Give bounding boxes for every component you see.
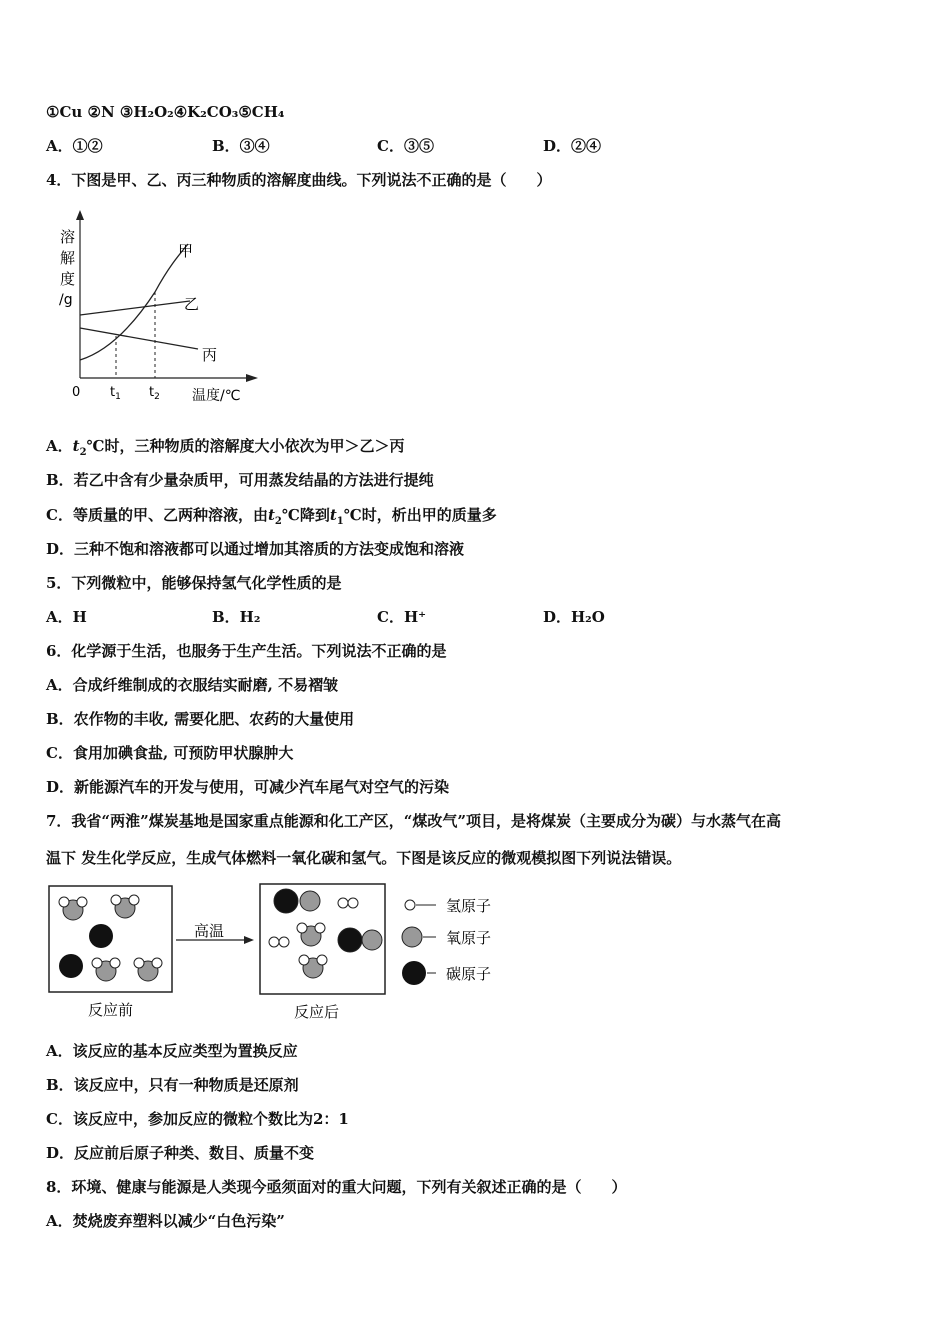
q5-stem: 5．下列微粒中，能够保持氢气化学性质的是 [46,574,342,592]
reaction-micro-diagram [44,878,514,1028]
curve-bing [80,328,198,349]
q6-stem: 6．化学源于生活，也服务于生产生活。下列说法不正确的是 [46,642,447,660]
q3-option-c[interactable]: C．③⑤ [377,137,434,155]
q7-option-b[interactable]: B．该反应中，只有一种物质是还原剂 [46,1076,299,1094]
q7-stem-line2: 温下 发生化学反应，生成气体燃料一氧化碳和氢气。下图是该反应的微观模拟图下列说法错误。 [46,849,682,867]
condition-label: 高温 [194,922,225,940]
reaction-arrowhead [244,936,254,944]
carbon-atom [89,924,113,948]
q8-option-a[interactable]: A．焚烧废弃塑料以减少“白色污染” [46,1212,285,1230]
q4-opt-c-t2-sub: 2 [274,516,282,527]
x-axis-arrow [246,374,258,382]
y-axis-arrow [76,210,84,220]
q4-option-c[interactable] [46,505,497,532]
water-molecule [299,955,327,978]
q3-choices-line: ①Cu ②N ③H₂O₂④K₂CO₃⑤CH₄ [46,103,285,121]
q6-option-a[interactable]: A．合成纤维制成的衣服结实耐磨, 不易褶皱 [46,676,339,694]
h2-molecule [338,898,358,908]
q4-opt-c-t1: t [329,506,337,524]
q5-option-c[interactable]: C．H⁺ [377,608,427,626]
label-jia: 甲 [178,242,194,260]
hydrogen-legend-icon [405,900,415,910]
y-label-1: 溶 [60,228,76,246]
label-yi: 乙 [184,295,200,313]
q4-option-d[interactable]: D．三种不饱和溶液都可以通过增加其溶质的方法变成饱和溶液 [46,540,465,558]
curve-jia [80,244,188,360]
q6-option-b[interactable]: B．农作物的丰收, 需要化肥、农药的大量使用 [46,710,355,728]
x-axis-label: 温度/℃ [192,388,241,404]
q8-stem: 8．环境、健康与能源是人类现今亟须面对的重大问题，下列有关叙述正确的是（ ） [46,1178,627,1196]
curve-yi [80,301,190,315]
q5-option-a[interactable]: A．H [46,608,87,626]
after-label: 反应后 [294,1003,340,1021]
q3-option-b[interactable]: B．③④ [212,137,270,155]
q4-opt-c-part1: C．等质量的甲、乙两种溶液，由 [46,506,268,524]
legend-hydrogen: 氢原子 [446,897,492,915]
q5-option-d[interactable]: D．H₂O [543,608,605,626]
q4-opt-c-t1-sub: 1 [336,516,344,527]
co-molecule [274,889,320,913]
solubility-curve-graph [50,208,270,408]
legend-oxygen: 氧原子 [446,929,492,947]
q3-option-d[interactable]: D．②④ [543,137,602,155]
legend-carbon: 碳原子 [446,965,492,983]
q4-opt-a-t: t [72,437,80,455]
q7-option-d[interactable]: D．反应前后原子种类、数目、质量不变 [46,1144,315,1162]
q6-option-c[interactable]: C．食用加碘食盐, 可预防甲状腺肿大 [46,744,294,762]
q3-option-a[interactable]: A．①② [46,137,103,155]
q4-opt-c-part3: ℃时，析出甲的质量多 [343,506,497,524]
co-molecule [338,928,382,952]
before-label: 反应前 [88,1001,134,1019]
water-molecule [134,958,162,981]
oxygen-legend-icon [402,927,422,947]
q4-option-b[interactable]: B．若乙中含有少量杂质甲，可用蒸发结晶的方法进行提纯 [46,471,434,489]
y-label-3: 度 [60,270,76,288]
water-molecule [297,923,325,946]
q6-option-d[interactable]: D．新能源汽车的开发与使用，可减少汽车尾气对空气的污染 [46,778,450,796]
origin-label: 0 [72,385,81,400]
q4-option-a[interactable] [46,436,405,463]
q5-option-b[interactable]: B．H₂ [212,608,261,626]
q4-opt-a-rest: ℃时，三种物质的溶解度大小依次为甲＞乙＞丙 [86,437,405,455]
q7-stem-line1: 7．我省“两淮”煤炭基地是国家重点能源和化工产区，“煤改气”项目，是将煤炭（主要成分为碳）与水蒸气在高 [46,812,781,830]
y-label-2: 解 [60,249,76,267]
q3-options [46,136,726,156]
label-bing: 丙 [202,346,218,364]
carbon-legend-icon [402,961,426,985]
t1-label: $t_1$ [110,385,121,402]
q7-option-c[interactable]: C．该反应中，参加反应的微粒个数比为2：1 [46,1110,349,1128]
y-label-unit: /g [59,292,73,308]
water-molecule [59,897,87,920]
q4-opt-c-part2: ℃降到 [281,506,330,524]
q4-stem: 4．下图是甲、乙、丙三种物质的溶解度曲线。下列说法不正确的是（ ） [46,171,552,189]
q7-option-a[interactable]: A．该反应的基本反应类型为置换反应 [46,1042,298,1060]
carbon-atom [59,954,83,978]
q4-opt-c-t2: t [267,506,275,524]
t2-label: $t_2$ [149,385,160,402]
water-molecule [92,958,120,981]
q4-opt-a-sub: 2 [79,447,87,458]
water-molecule [111,895,139,918]
q4-opt-a-prefix: A． [46,437,73,455]
h2-molecule [269,937,289,947]
q5-options [46,607,726,627]
